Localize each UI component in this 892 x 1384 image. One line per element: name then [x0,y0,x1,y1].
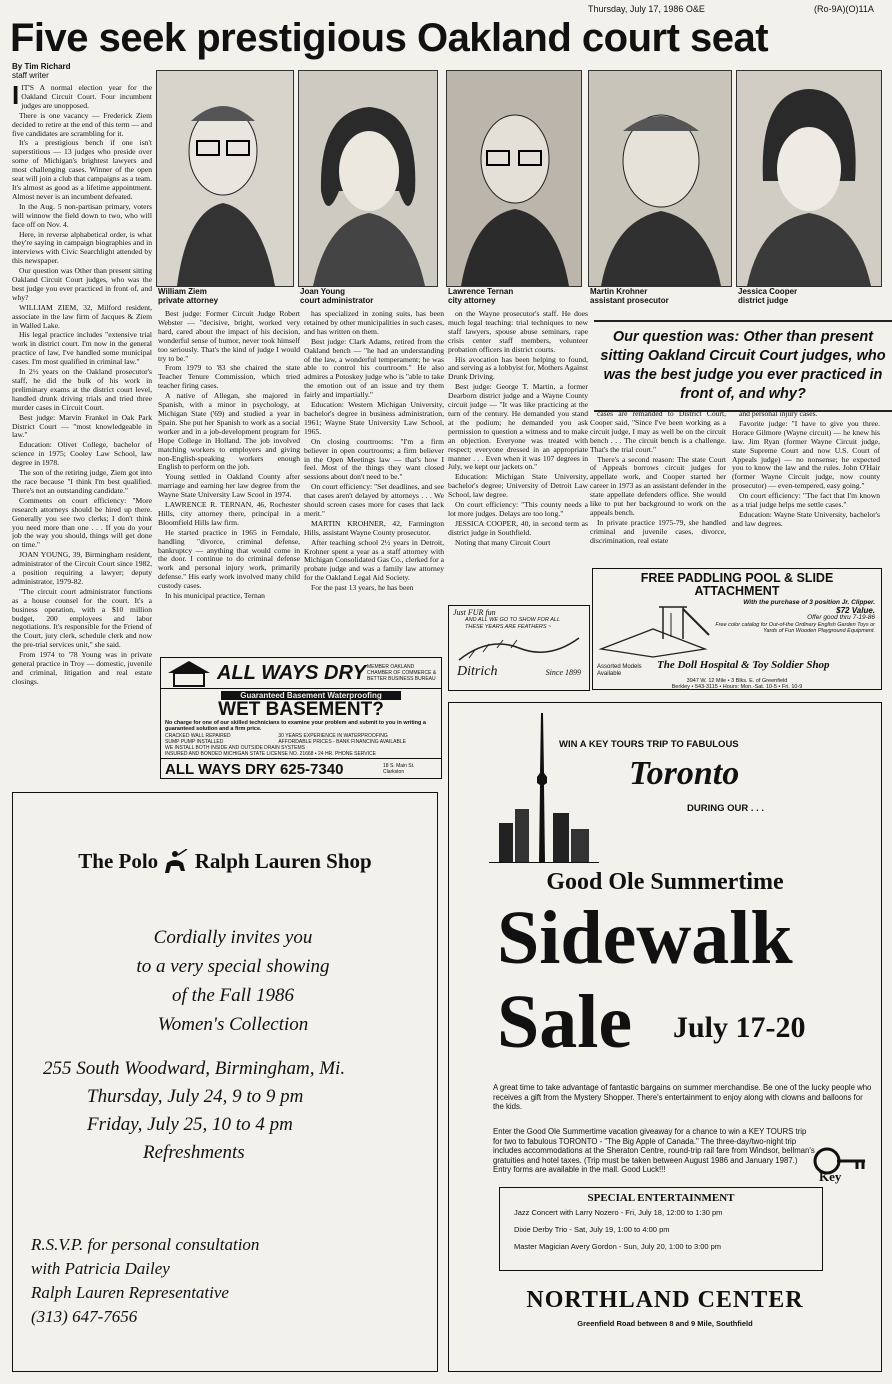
caption-title: private attorney [158,296,219,305]
caption-name: Martin Krohner [590,287,648,296]
ad-all-ways-dry [160,657,442,779]
northland-toronto: Toronto [629,755,740,792]
all-ways-dry-address: 18 S. Main St. Clarkston [383,763,415,775]
northland-location: Greenfield Road between 8 and 9 Mile, Southfield [577,1319,753,1328]
ditrich-label: Just FUR fun [453,608,496,617]
article-paragraph: Education: Wayne State University, bachelor's and law degrees. [732,509,880,528]
polo-player-icon [163,849,189,877]
doll-assorted: Assorted Models Available [597,664,642,677]
article-paragraph: LAWRENCE R. TERNAN, 46, Rochester Hills, city attorney there, principal in a Bloomfield Hills law firm. [158,500,300,527]
article-paragraph: Education: Olivet College, bachelor of science in 1975; Cooley Law School, law degree in 1978. [12,440,152,468]
all-ways-dry-member: MEMBER OAKLAND CHAMBER OF COMMERCE & BETTER BUSINESS BUREAU [367,664,437,682]
all-ways-dry-feature: AFFORDABLE PRICES - BANK FINANCING AVAILABLE [278,739,406,745]
article-paragraph: Comments on court efficiency: "More research attorneys should be hired up there. Generally you see two clerks; I don't think you need more than one . . . If you do your job the way you should, things will get done on time." [12,495,152,550]
doll-shop-name: The Doll Hospital & Toy Soldier Shop [657,659,830,671]
polo-rsvp-name: with Patricia Dailey [31,1259,170,1278]
northland-center-name: NORTHLAND CENTER [526,1287,804,1313]
article-paragraph: From 1979 to '83 she chaired the state Teacher Tenure Commission, which tried teacher firing cases. [158,363,300,391]
caption-title: assistant prosecutor [590,296,669,305]
caption-joan-young [300,287,436,305]
event-item: Jazz Concert with Larry Nozero - Fri, July 18, 12:00 to 1:30 pm [514,1208,723,1217]
caption-jessica-cooper [738,287,880,305]
byline [12,62,152,80]
polo-refreshments: Refreshments [143,1142,245,1163]
article-column-4 [448,310,588,600]
all-ways-dry-feature: CRACKED WALL REPAIRED [165,733,231,739]
northland-trip: WIN A KEY TOURS TRIP TO FABULOUS [559,739,739,750]
article-paragraph: On court efficiency: "The fact that I'm known as a trial judge helps me settle cases." [732,491,880,510]
article-paragraph: MARTIN KROHNER, 42, Farmington Hills, assistant Wayne County prosecutor. [304,518,444,537]
all-ways-dry-feature: WE INSTALL BOTH INSIDE AND OUTSIDE DRAIN SYSTEMS [165,745,306,751]
doll-hours: Berkley • 543-3115 • Hours: Mon.-Sat. 10-5 • Fri. 10-9 [671,684,803,690]
article-paragraph: Education: Michigan State University, bachelor's degree; University of Detroit Law School, law degree. [448,472,588,500]
polo-address: 255 South Woodward, Birmingham, Mi. [43,1058,346,1079]
all-ways-dry-phone: ALL WAYS DRY 625-7340 [165,760,344,778]
article-paragraph: It's a prestigious bench if one isn't superstitious — 13 judges who preside over some of Michigan's brightest lawyers and most challenging cases. Winner of the open seat will join a club that campaigns as a team. It's almost as good as a lifetime appointment. Almost never is an incumbent defeated. [12,138,152,201]
article-paragraph: In private practice 1975-79, she handled criminal and juvenile cases, divorce, discrimination, real estate [590,517,726,545]
feather-illustration [449,630,589,664]
ditrich-tagline: AND ALL WE GO TO SHOW FOR ALL THESE YEARS ARE FEATHERS ~ [465,617,560,630]
caption-title: city attorney [448,296,496,305]
ad-polo-ralph-lauren [12,792,438,1372]
article-paragraph: WILLIAM ZIEM, 32, Milford resident, associate in the law firm of Jacques & Ziem in Walled Lake. [12,302,152,330]
drop-cap: I [12,84,20,110]
article-paragraph: and personal injury cases. [739,410,818,418]
doll-value: $72 Value. [836,605,875,615]
article-paragraph: "The circuit court administrator functions as a house counsel for the court. It's a business operation, with a $10 million budget, 200 employees and labor negotiations. It's responsible for the Friend of the Court, jury clerk, schedule clerk and now the pre-trial services unit," she said. [12,586,152,650]
folio-date: Thursday, July 17, 1986 O&E [588,4,705,14]
northland-during: DURING OUR . . . [687,803,765,814]
cn-tower-skyline [489,713,599,863]
article-paragraph: on the Wayne prosecutor's staff. He does much legal teaching: trial techniques to new staff lawyers, spouse abuse seminars, rape crisis center staff members, volunteer probation officers in district courts. [448,310,588,354]
photo-lawrence-ternan [446,70,582,287]
all-ways-dry-note: No charge for one of our skilled technicians to examine your problem and submit to you in writing a guaranteed solution and a firm price. [165,720,426,732]
key-tours-logo [809,1139,869,1189]
article-paragraph: Best judge: Clark Adams, retired from the Oakland bench — "he had an understanding of the law, a wonderful temperament; he was able to control his courtroom." He also admires a Potoskey judge who is "able to take the emotion out of an issue and try them fairly and impartially." [304,336,444,400]
polo-rsvp-phone: (313) 647-7656 [31,1307,138,1326]
doll-address: 3947 W. 12 Mile • 3 Blks. E. of Greenfield [686,678,788,684]
doll-catalog: Free color catalog for Out-of-the Ordinary English Garden Toys or Yards of Fun Wooden Playground Equipment. [715,621,875,634]
polo-date-thursday: Thursday, July 24, 9 to 9 pm [87,1086,304,1107]
doll-offer: Offer good thru 7-19-86 [807,614,875,621]
polo-invite-line: to a very special showing [136,956,330,977]
northland-para1: A great time to take advantage of fantastic bargains on summer merchandise. Be one of the lucky people who receives a gift from the Mystery Shopper. There's entertainment to enjoy along with clowns and balloons for the kids. [493,1083,872,1111]
all-ways-dry-guarantee: Guaranteed Basement Waterproofing [221,691,401,700]
doll-sub: With the purchase of 3 position Jr. Clipper. [743,599,875,606]
article-paragraph: He started practice in 1965 in Ferndale, handling "divorce, criminal defense, bankruptcy — anything that would come in the door. I continue to do criminal defense work and personal injury work, primarily defense." His early work involved many child custody cases. [158,527,300,591]
event-item: Master Magician Avery Gordon - Sun, July 20, 1:00 to 3:00 pm [514,1242,722,1251]
article-paragraph: Best judge: George T. Martin, a former Dearborn district judge and a Wayne County circuit judge — "It was like practicing at the turn of the century. He demanded you stand at the podium; he demanded you ask permission to question a witness and to make an objection. Everyone was treated with respect; everyone dressed in an appropriate manner . . . Even when it was 107 degrees in July, we kept our jackets on." [448,382,588,472]
northland-good-ole: Good Ole Summertime [546,869,784,895]
article-column-3 [304,310,444,652]
caption-martin-krohner [590,287,732,305]
byline-name: By Tim Richard [12,62,71,71]
article-paragraph: Best judge: Former Circuit Judge Robert Webster — "decisive, bright, worked very hard, cared about the impact of his decision, wonderful sense of humor, never took himself too seriously. That's the kind of judge I would try to be." [158,310,300,363]
article-paragraph: There's a second reason: The state Court of Appeals borrows circuit judges for appellate work, and Cooper started her career in 1973 as an assistant defender in the state appellate defenders office. She would like to put her background to work on the appeals bench. [590,454,726,517]
photo-william-ziem [156,70,294,287]
article-paragraph: IT'S A normal election year for the Oakland Circuit Court. Four incumbent judges are unopposed. [21,84,152,110]
article-paragraph: Education: Western Michigan University, bachelor's degree in business administration, 1961; Wayne State University Law School, 1965. [304,400,444,436]
event-item: Dixie Derby Trio - Sat, July 19, 1:00 to 4:00 pm [514,1225,670,1234]
photo-martin-krohner [588,70,732,287]
ditrich-since: Since 1899 [545,668,581,677]
article-paragraph: has specialized in zoning suits, has been retained by other municipalities in such cases, and has written on them. [304,310,444,336]
all-ways-dry-logo: ALL WAYS DRY [217,661,366,684]
article-paragraph: Best judge: Marvin Frankel in Oak Park District Court — "most knowledgeable in law." [12,412,152,440]
photo-joan-young [298,70,438,287]
caption-name: Jessica Cooper [738,287,798,296]
polo-shop-right: Ralph Lauren Shop [194,849,372,873]
caption-name: Lawrence Ternan [448,287,514,296]
article-paragraph: Noting that many Circuit Court [455,537,551,547]
caption-name: William Ziem [158,287,207,296]
caption-name: Joan Young [300,287,346,296]
caption-william-ziem [158,287,294,305]
article-paragraph: In his municipal practice, Ternan [165,591,265,601]
northland-dates: July 17-20 [673,1011,806,1044]
article-column-1 [12,84,152,779]
article-paragraph: There is one vacancy — Frederick Ziem decided to retire at the end of this term — and five candidates are scrambling for it. [12,110,152,138]
polo-invite-line: Women's Collection [157,1014,309,1035]
all-ways-dry-feature: 30 YEARS EXPERIENCE IN WATERPROOFING [278,733,388,739]
headline: Five seek prestigious Oakland court seat [10,16,769,60]
polo-rsvp: R.S.V.P. for personal consultation [31,1235,260,1254]
article-paragraph: On closing courtrooms: "I'm a firm believer in open courtrooms; a firm believer in the Open Meetings law — that's how I feel. Most of the things they want closed sessions about don't need to be." [304,436,444,482]
caption-title: district judge [738,296,789,305]
polo-date-friday: Friday, July 25, 10 to 4 pm [87,1114,293,1135]
northland-sidewalk: Sidewalk [497,896,793,980]
byline-role: staff writer [12,71,49,80]
article-paragraph: Young settled in Oakland County after marriage and earning her law degree from the Wayne State University Law Scool in 1974. [158,472,300,500]
article-column-5 [590,410,726,570]
article-paragraph: From 1974 to '78 Young was in private general practice in Troy — domestic, juvenile and criminal, litigation and real estate closings. [12,650,152,686]
all-ways-dry-feature: SUMP PUMP INSTALLED [165,739,224,745]
all-ways-dry-feature: INSURED AND BONDED MICHIGAN STATE LICENSE NO. 21668 • 24 HR. PHONE SERVICE [165,751,376,757]
article-paragraph: After teaching school 2½ years in Detroit, Krohner spent a year as a staff attorney with Michigan Consolidated Gas Co., clerked for a probate judge and was a family law attorney for the Oakland Legal Aid Society. [304,537,444,583]
article-paragraph: Our question was Other than present sitting Oakland Circuit Court judges, who was the best judge you ever practiced in front of, and why? [12,266,152,302]
question-box: Our question was: Other than present sitting Oakland Circuit Court judges, who was the best judge you ever practiced in front of, and why? [594,320,892,412]
northland-para2: Enter the Good Ole Summertime vacation giveaway for a chance to win a KEY TOURS trip for two to fabulous TORONTO - "The Big Apple of Canada." The three-day/two-night trip includes accommodations at the Sheraton Centre, round-trip rail fare from Windsor, bellman's gratuities and hotel taxes. (Trip must be taken between August 1986 and January 1987.) Entry forms are available in the mall. Good Luck!!! [493,1127,815,1174]
ad-northland-center [448,702,882,1372]
all-ways-dry-headline: WET BASEMENT? [218,699,384,720]
article-paragraph: A native of Allegan, she majored in Spanish, with a minor in psychology, at Michigan State ('69) and studied a year in Spain. She put her Spanish to work as a social worker and in a job-development program for Hope College in Holland. The job involved matching workers to employers and giving non-English-speaking workers enough English to perform on the job. [158,391,300,472]
northland-sale: Sale [497,980,633,1064]
folio-page: (Ro-9A)(O)11A [814,4,874,14]
house-icon [161,659,217,687]
article-paragraph: On court efficiency: "This county needs a lot more judges. Delays are too long." [448,500,588,518]
article-paragraph: On court efficiency: "Set deadlines, and see that cases aren't delayed by attorneys . . . We should screen cases more for cases that lack merit." [304,482,444,518]
caption-lawrence-ternan [448,287,582,305]
polo-shop-left: The Polo [78,849,159,873]
pool-slide-illustration [593,599,713,659]
article-paragraph: JOAN YOUNG, 39, Birmingham resident, administrator of the Circuit Court since 1982, a position requiring a lawyer; deputy administrator, 1979-82. [12,550,152,586]
article-column-2 [158,310,300,652]
article-paragraph: His avocation has been helping to found, and serving as a lobbyist for, Mothers Against Drunk Driving. [448,354,588,382]
polo-invite-line: Cordially invites you [153,927,313,948]
article-paragraph: cases are remanded to District Court, Cooper said, "Since I've been working as a circuit judge, I may as well be on the circuit bench . . . The circuit bench is a challenge. That's the trial court." [590,410,726,454]
special-entertainment-title: SPECIAL ENTERTAINMENT [587,1192,735,1204]
ad-doll-hospital [592,568,882,690]
article-paragraph: His legal practice includes "extensive trial work in district court. I'm now in the general practice of law, I've handled some municipal cases. I'm most qualified in criminal law." [12,330,152,367]
key-tours-label: Key [819,1169,842,1184]
doll-headline: FREE PADDLING POOL & SLIDE ATTACHMENT [640,571,834,598]
article-paragraph: Favorite judge: "I have to give you three. Horace Gilmore (Wayne circuit) — he knew his law. Jim Ryan (former Wayne Circuit judge, state Supreme Court and now U.S. Court of Appeals judge) — no nonsense; he expected you to know the law and the rules. John O'Hair (former Wayne Circuit judge, now county prosecutor) — even-tempered, easy going." [732,418,880,491]
article-paragraph: JESSICA COOPER, 40, in second term as district judge in Southfield. [448,518,588,537]
article-paragraph: The son of the retiring judge, Ziem got into the race because "I think I'm best qualified. There's not an outstanding candidate." [12,468,152,495]
article-column-6 [732,410,880,570]
polo-rsvp-title: Ralph Lauren Representative [31,1283,229,1302]
polo-invite-line: of the Fall 1986 [172,985,294,1006]
article-paragraph: In 2½ years on the Oakland prosecutor's staff, he did the bulk of his work in preliminary exams at the district court level, handled drunk driving trials and tried three murder cases in Circuit Court. [12,367,152,412]
article-paragraph: In the Aug. 5 non-partisan primary, voters will winnow the field down to two, who will face off on Nov. 4. [12,201,152,229]
ad-ditrich [448,605,590,691]
special-entertainment-box [499,1187,823,1271]
caption-title: court administrator [300,296,374,305]
photo-jessica-cooper [736,70,882,287]
ditrich-brand: Ditrich [457,664,498,679]
article-paragraph: Here, in reverse alphabetical order, is what they're saying in campaign biographies and in interviews with Civic Searchlight attended by this newspaper. [12,229,152,266]
article-paragraph: For the past 13 years, he has been [311,583,414,593]
